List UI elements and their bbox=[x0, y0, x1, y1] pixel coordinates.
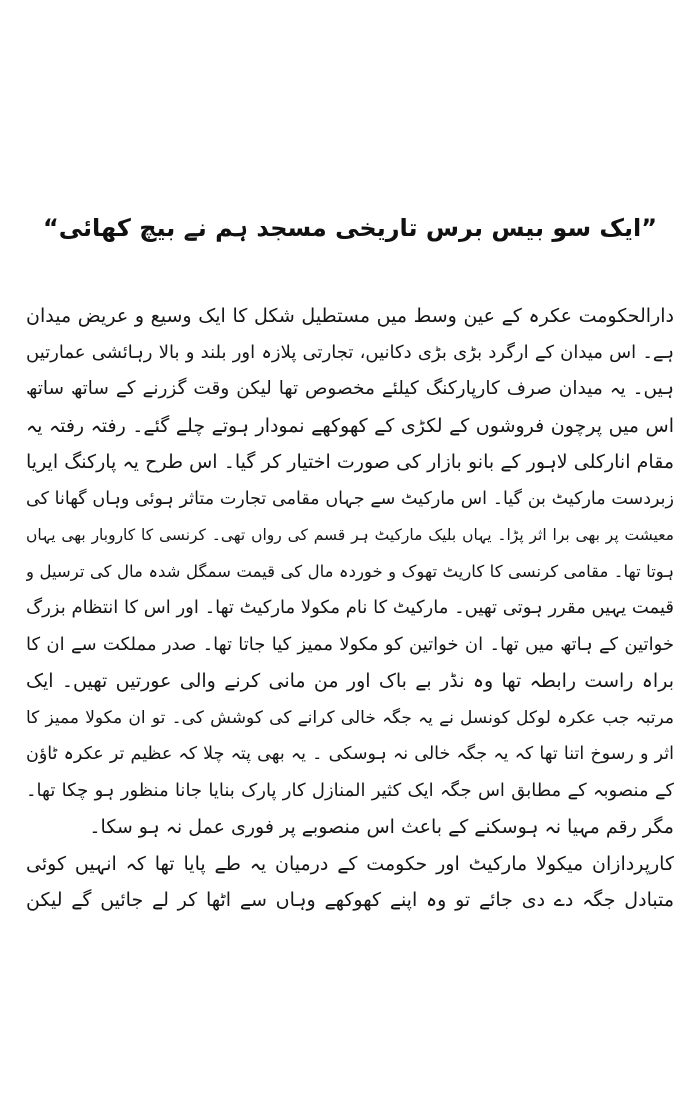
text-line: اس میں پرچون فروشوں کے لکڑی کے کھوکھے نمودار ہوتے چلے گئے۔ رفتہ رفتہ یہ bbox=[26, 414, 674, 437]
text-line: مقام انارکلی لاہور کے بانو بازار کی صورت اختیار کر گیا۔ اس طرح یہ پارکنگ ایریا bbox=[26, 451, 674, 473]
text-line: اثر و رسوخ اتنا تھا کہ یہ جگہ خالی نہ ہوسکی ۔ یہ بھی پتہ چلا کہ عظیم تر عکرہ ٹاؤن bbox=[26, 744, 674, 764]
text-line: قیمت یہیں مقرر ہوتی تھیں۔ مارکیٹ کا نام مکولا مارکیٹ تھا۔ اور اس کا انتظام بزرگ bbox=[26, 597, 674, 618]
text-line: خواتین کے ہاتھ میں تھا۔ ان خواتین کو مکولا ممیز کیا جاتا تھا۔ صدر مملکت سے ان کا bbox=[26, 633, 674, 655]
paragraph bbox=[26, 846, 674, 919]
paragraph bbox=[26, 298, 674, 846]
text-line: مگر رقم مہیا نہ ہوسکنے کے باعث اس منصوبے پر فوری عمل نہ ہو سکا۔ bbox=[89, 816, 674, 838]
text-line: کارپردازان میکولا مارکیٹ اور حکومت کے درمیان یہ طے پایا تھا کہ انہیں کوئی bbox=[26, 852, 674, 875]
text-line: مرتبہ جب عکرہ لوکل کونسل نے یہ جگہ خالی کرانے کی کوشش کی۔ تو ان مکولا ممیز کا bbox=[26, 707, 674, 728]
text-line: ہیں۔ یہ میدان صرف کارپارکنگ کیلئے مخصوص تھا لیکن وقت گزرنے کے ساتھ ساتھ bbox=[26, 378, 674, 399]
chapter-heading: ”ایک سو بیس برس تاریخی مسجد ہم نے بیچ کھائی“ bbox=[42, 214, 658, 242]
text-line: دارالحکومت عکرہ کے عین وسط میں مستطیل شکل کا ایک وسیع و عریض میدان bbox=[26, 305, 674, 327]
text-line: معیشت پر بھی برا اثر پڑا۔ یہاں بلیک مارکیٹ ہر قسم کی رواں تھی۔ کرنسی کا کاروبار بھی یہاں bbox=[26, 526, 674, 544]
text-line: ہوتا تھا۔ مقامی کرنسی کا کاریٹ تھوک و خوردہ مال کی قیمت سمگل شدہ مال کی ترسیل و bbox=[26, 561, 674, 581]
text-line: متبادل جگہ دے دی جائے تو وہ اپنے کھوکھے وہاں سے اٹھا کر لے جائیں گے لیکن bbox=[26, 889, 674, 911]
text-line: ہے۔ اس میدان کے ارگرد بڑی بڑی دکانیں، تجارتی پلازہ اور بلند و بالا رہائشی عمارتیں bbox=[26, 341, 674, 363]
text-line: براہ راست رابطہ تھا وہ نڈر بے باک اور من مانی کرنے والی عورتیں تھیں۔ ایک bbox=[26, 670, 674, 692]
text-line: زبردست مارکیٹ بن گیا۔ اس مارکیٹ سے جہاں مقامی تجارت متاثر ہوئی وہاں گھانا کی bbox=[26, 488, 674, 509]
body-text bbox=[26, 298, 674, 919]
text-line: کے منصوبہ کے مطابق اس جگہ ایک کثیر المنازل کار پارک بنایا جانا منظور ہو چکا تھا۔ bbox=[26, 779, 674, 801]
